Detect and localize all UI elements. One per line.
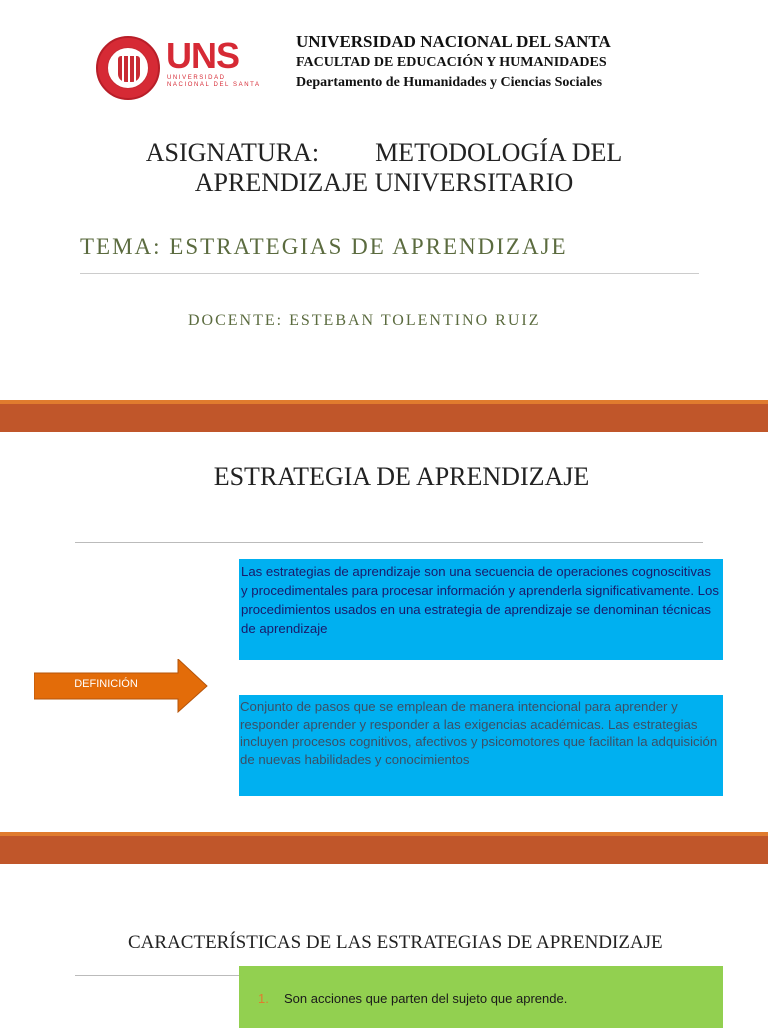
definition-box: Conjunto de pasos que se emplean de manera intencional para aprender y responder aprender y responder a las exigencias académicas. Las estrategias incluyen procesos cognitivos, afectivos y psicomotores que facilitan la adquisición de nuevas habilidades y conocimientos [239,695,723,796]
slide-title: ESTRATEGIA DE APRENDIZAJE [213,462,590,491]
logo-wordmark: UNS [166,35,240,76]
divider [75,975,239,976]
topic-heading: TEMA: ESTRATEGIAS DE APRENDIZAJE [80,234,568,259]
slide-separator-band [0,832,768,864]
slide-title: CARACTERÍSTICAS DE LAS ESTRATEGIAS DE APRENDIZAJE [128,932,663,953]
course-title: ASIGNATURA: METODOLOGÍA DEL APRENDIZAJE UNIVERSITARIO [145,138,623,197]
definition-box: Las estrategias de aprendizaje son una secuencia de operaciones cognoscitivas y procedimentales para procesar información y aprenderla significativamente. Los procedimientos usados en una estrategia de aprendizaje se denominan técnicas de aprendizaje [239,559,723,660]
university-seal-logo [96,36,160,100]
divider [80,273,699,274]
definition-label: DEFINICIÓN [74,678,138,690]
department-name: Departamento de Humanidades y Ciencias Sociales [296,75,603,90]
teacher-name: DOCENTE: ESTEBAN TOLENTINO RUIZ [188,312,541,329]
university-name: UNIVERSIDAD NACIONAL DEL SANTA [296,32,611,51]
faculty-name: FACULTAD DE EDUCACIÓN Y HUMANIDADES [296,55,607,70]
divider [75,542,703,543]
list-item: Son acciones que parten del sujeto que aprende. [284,991,568,1006]
slide-separator-band [0,400,768,432]
list-item-number: 1. [258,991,269,1006]
characteristics-box [239,966,723,1028]
logo-subtitle: UNIVERSIDAD NACIONAL DEL SANTA [167,75,261,88]
